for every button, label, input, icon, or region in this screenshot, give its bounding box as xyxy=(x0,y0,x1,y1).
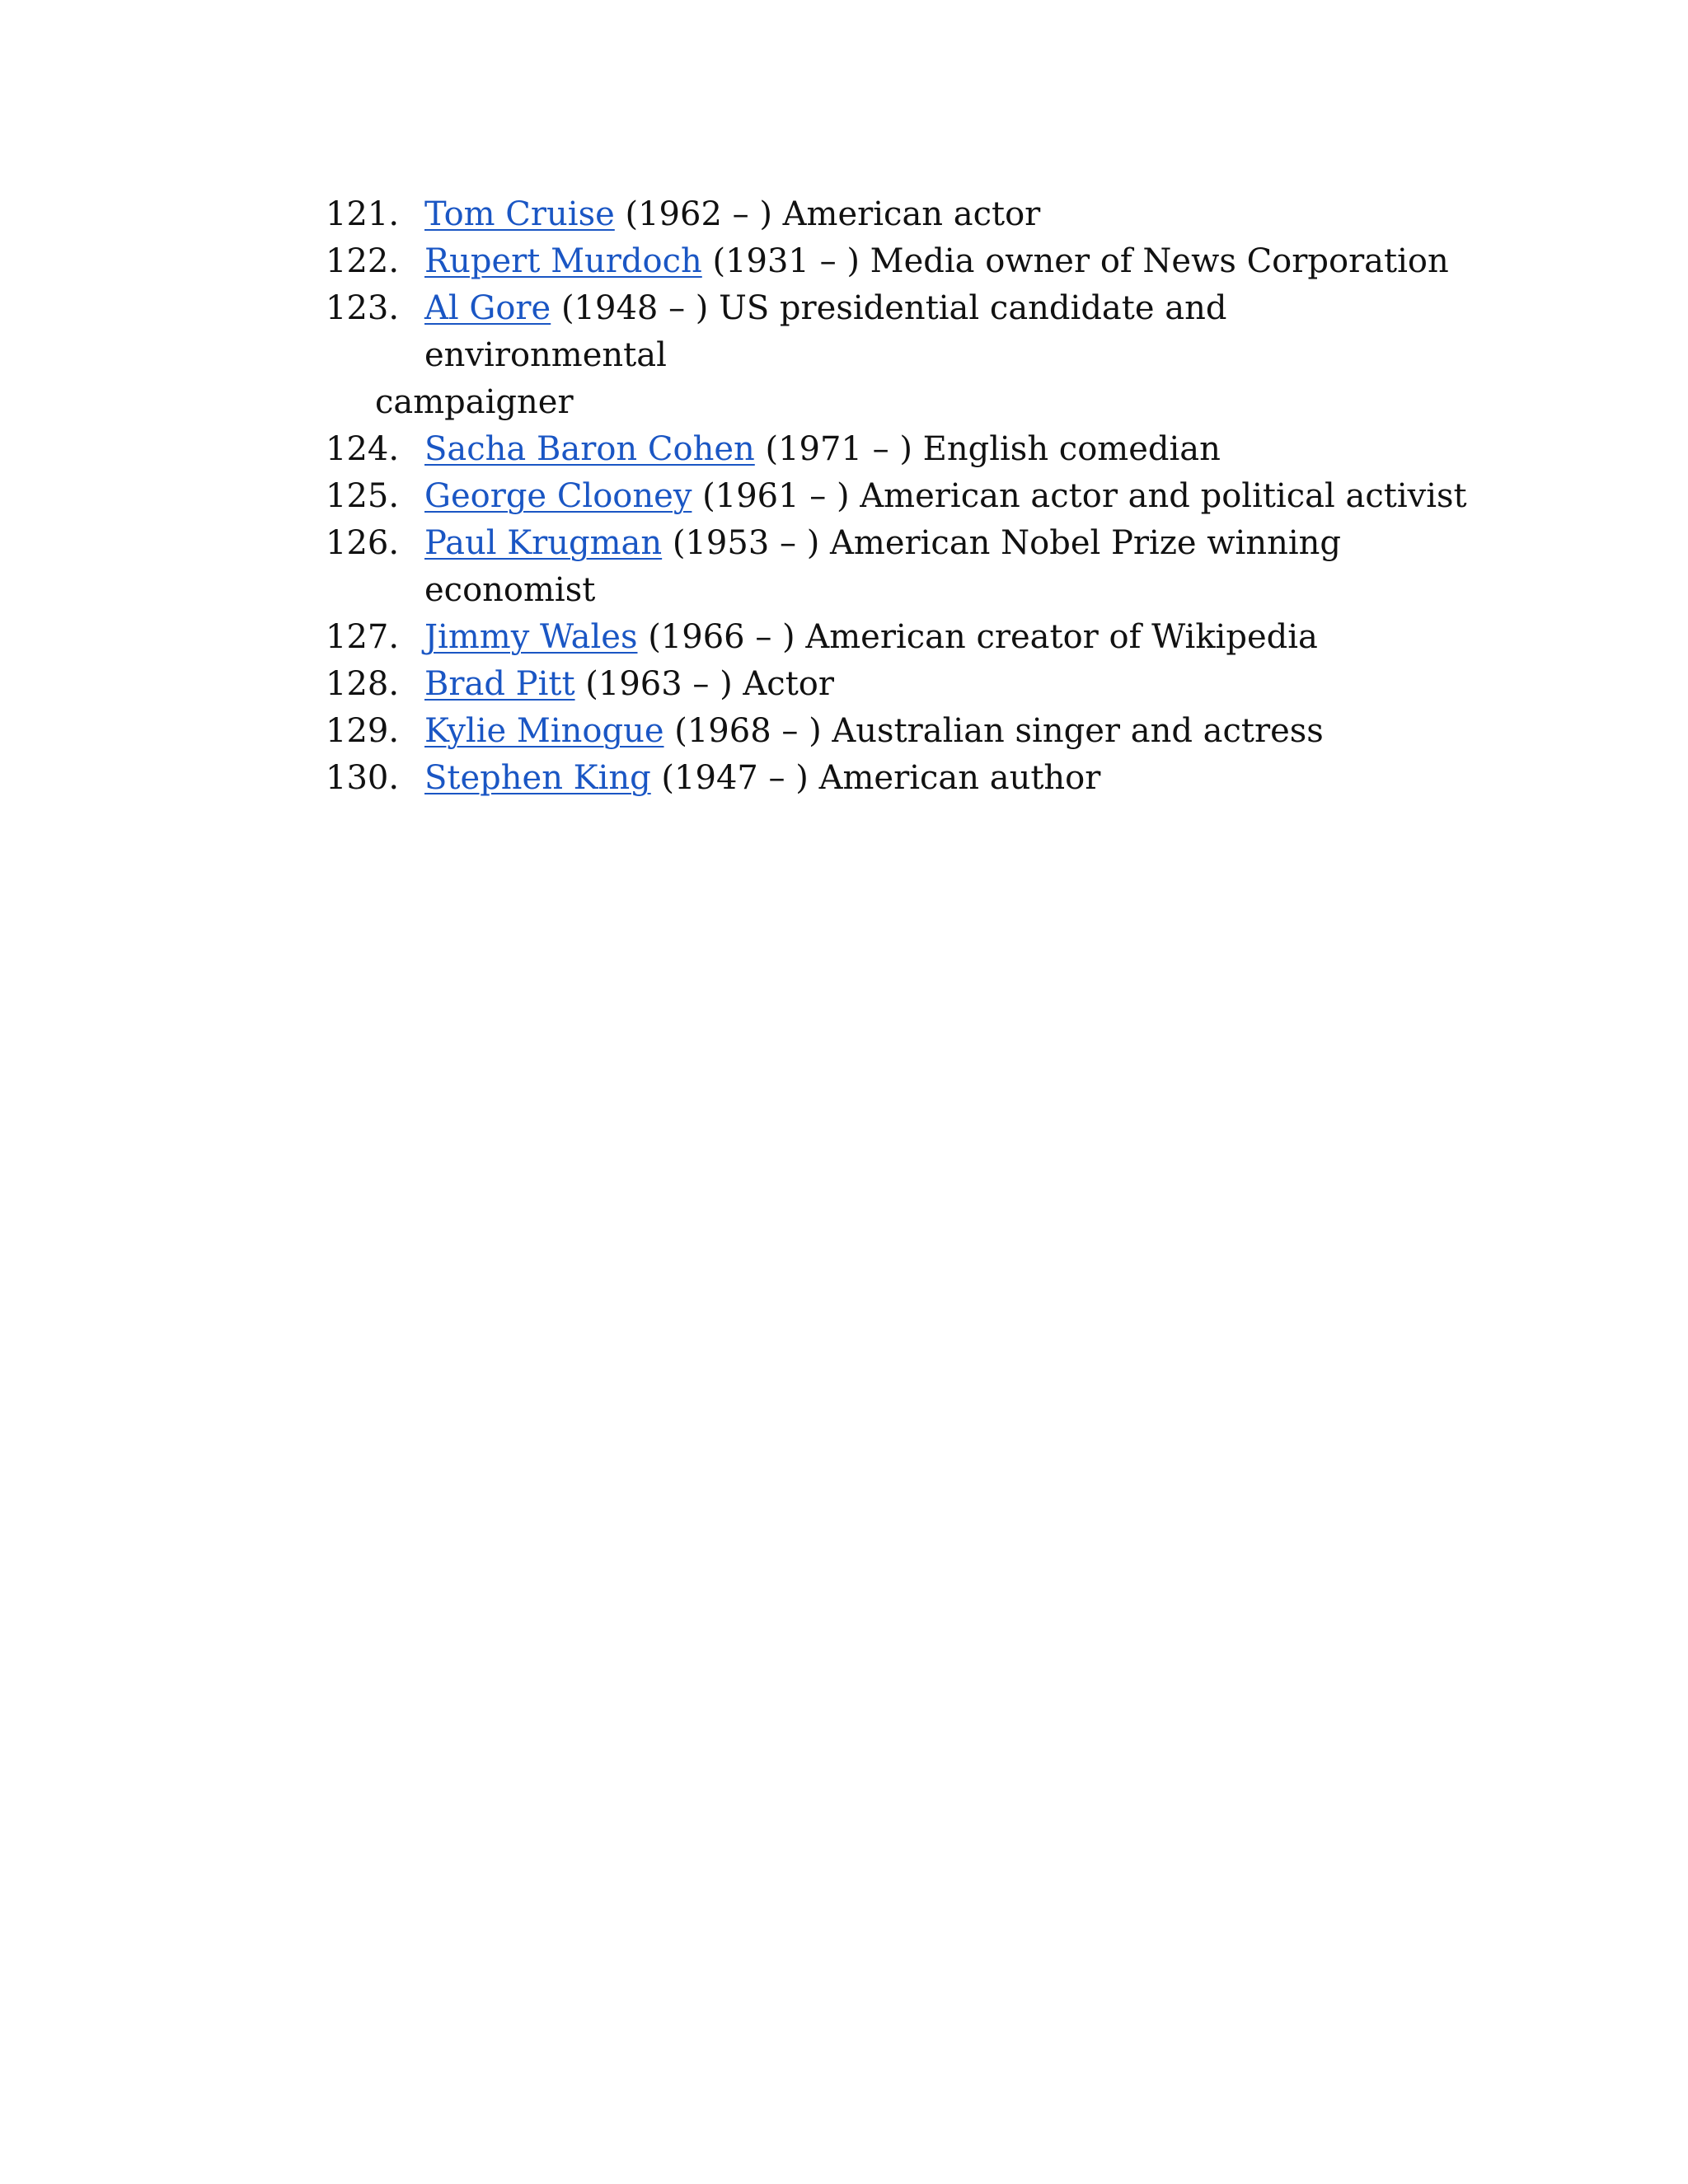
person-link[interactable]: Brad Pitt xyxy=(424,665,575,703)
list-item xyxy=(326,426,1479,473)
item-description: (1963 – ) Actor xyxy=(574,665,834,703)
person-link[interactable]: Tom Cruise xyxy=(424,195,615,233)
item-body xyxy=(424,238,1479,285)
list-item xyxy=(326,191,1479,238)
item-body xyxy=(424,426,1479,473)
people-list xyxy=(326,191,1479,802)
list-item xyxy=(326,238,1479,285)
item-description: (1962 – ) American actor xyxy=(614,195,1041,233)
item-body xyxy=(424,708,1479,755)
item-body xyxy=(424,191,1479,238)
list-item xyxy=(326,708,1479,755)
person-link[interactable]: Kylie Minogue xyxy=(424,712,664,750)
list-item xyxy=(326,285,1479,426)
item-description: (1931 – ) Media owner of News Corporation xyxy=(701,242,1449,280)
person-link[interactable]: Stephen King xyxy=(424,759,651,797)
item-body xyxy=(375,285,1479,426)
list-item xyxy=(326,614,1479,661)
item-number: 128. xyxy=(326,665,400,703)
item-number: 130. xyxy=(326,759,400,797)
item-description: (1968 – ) Australian singer and actress xyxy=(663,712,1324,750)
item-description: (1966 – ) American creator of Wikipedia xyxy=(637,618,1318,656)
item-description: (1948 – ) US presidential candidate and environmental xyxy=(424,289,1227,374)
item-number: 124. xyxy=(326,430,400,468)
list-item xyxy=(326,755,1479,802)
item-body xyxy=(424,755,1479,802)
item-number: 123. xyxy=(326,289,400,327)
item-body xyxy=(424,614,1479,661)
list-item xyxy=(326,520,1479,614)
item-body xyxy=(424,661,1479,708)
item-number: 125. xyxy=(326,477,400,515)
person-link[interactable]: Sacha Baron Cohen xyxy=(424,430,755,468)
item-number: 121. xyxy=(326,195,400,233)
item-description-continued: campaigner xyxy=(375,383,574,421)
item-number: 127. xyxy=(326,618,400,656)
item-description: (1961 – ) American actor and political activist xyxy=(692,477,1467,515)
item-number: 129. xyxy=(326,712,400,750)
person-link[interactable]: Rupert Murdoch xyxy=(424,242,702,280)
item-description: (1971 – ) English comedian xyxy=(754,430,1221,468)
item-number: 126. xyxy=(326,524,400,562)
item-description: (1947 – ) American author xyxy=(650,759,1101,797)
item-body xyxy=(424,520,1479,614)
list-item xyxy=(326,473,1479,520)
item-body xyxy=(424,473,1479,520)
item-description: (1953 – ) American Nobel Prize winning economist xyxy=(424,524,1342,609)
item-number: 122. xyxy=(326,242,400,280)
person-link[interactable]: Al Gore xyxy=(424,289,551,327)
person-link[interactable]: Paul Krugman xyxy=(424,524,663,562)
person-link[interactable]: George Clooney xyxy=(424,477,692,515)
list-item xyxy=(326,661,1479,708)
person-link[interactable]: Jimmy Wales xyxy=(424,618,638,656)
